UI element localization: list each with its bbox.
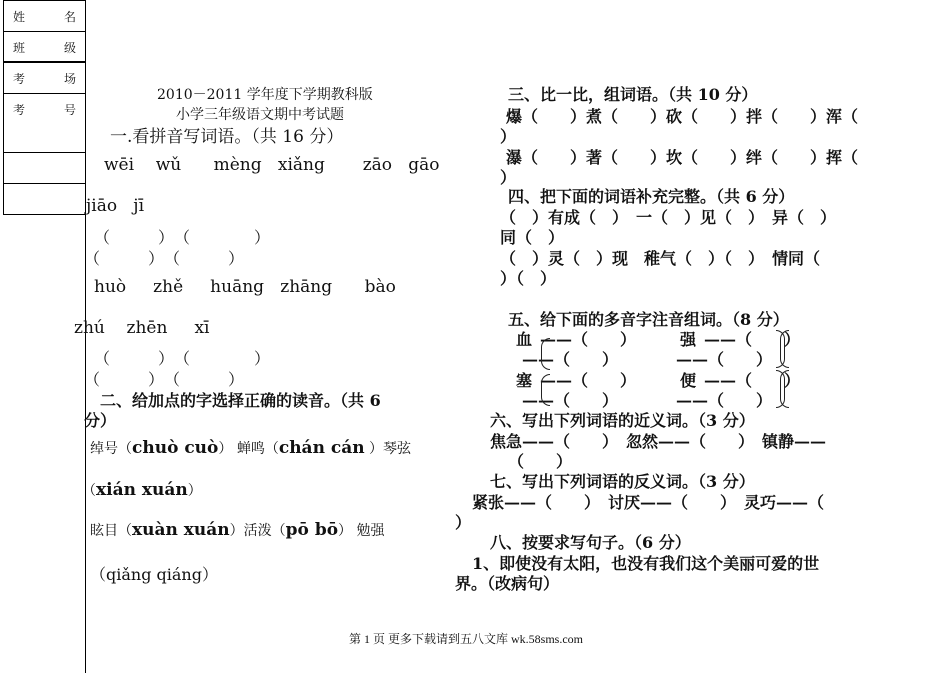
sentence-question: 1、即使没有太阳，也没有我们这个美丽可爱的世 — [472, 554, 820, 573]
choice-pinyin[interactable]: xián xuán — [96, 480, 188, 500]
pinyin: gāo — [408, 155, 440, 175]
pinyin: zhāng — [280, 277, 333, 297]
choice-text: ） — [187, 483, 202, 499]
choice-pinyin[interactable]: chuò cuò — [132, 438, 219, 458]
pinyin-row — [86, 196, 144, 216]
polyphone-char: 便 — [680, 371, 697, 390]
info-label: 班 — [13, 41, 26, 55]
info-label: 考 — [13, 103, 26, 117]
synonym-row-cont[interactable]: （ ） — [508, 452, 573, 471]
compare-row[interactable]: 爆（ ）煮（ ）砍（ ）拌（ ）浑（ — [506, 107, 859, 126]
info-label: 场 — [63, 72, 76, 86]
info-label: 级 — [63, 41, 76, 55]
brace-shape — [780, 330, 789, 368]
choice-text: ）琴弦 — [364, 441, 412, 457]
pinyin-row — [94, 277, 396, 297]
answer-parens[interactable]: （ ） （ ） — [94, 228, 271, 247]
polyphone-answer[interactable]: ——（ ） — [540, 371, 637, 390]
choice-text: （ — [82, 483, 96, 499]
section8-heading: 八、按要求写句子。（6 分） — [490, 533, 691, 552]
polyphone-char: 塞 — [516, 371, 533, 390]
choice-text: ） 勉强 — [338, 523, 385, 539]
info-label: 号 — [63, 103, 76, 117]
reading-choice-pinyin[interactable]: （qiǎng qiáng） — [90, 565, 218, 584]
section6-heading: 六、写出下列词语的近义词。（3 分） — [490, 411, 755, 430]
student-info-table — [3, 0, 86, 215]
info-row-class — [4, 32, 85, 63]
answer-parens[interactable]: （ ） （ ） — [84, 249, 245, 268]
compare-row[interactable]: 瀑（ ）著（ ）坎（ ）绊（ ）挥（ — [506, 148, 859, 167]
reading-choice-line — [82, 480, 202, 500]
section4-heading: 四、把下面的词语补充完整。（共 6 分） — [508, 187, 795, 206]
sentence-question-cont: 界。（改病句） — [455, 574, 560, 593]
page-footer: 第 1 页 更多下载请到五八文库 wk.58sms.com — [349, 632, 584, 646]
antonym-row-cont[interactable]: ） — [455, 513, 472, 532]
choice-text: 眩目（ — [90, 523, 132, 539]
idiom-row-cont[interactable]: 同（ ） — [500, 228, 565, 247]
info-label: 姓 — [13, 10, 26, 24]
pinyin: xiǎng — [277, 155, 325, 175]
section7-heading: 七、写出下列词语的反义词。（3 分） — [490, 472, 755, 491]
reading-choice-line — [90, 438, 411, 458]
section2-heading: 二、给加点的字选择正确的读音。（共 6 — [100, 391, 381, 410]
polyphone-answer[interactable]: ——（ ） — [704, 371, 801, 390]
polyphone-answer[interactable]: ——（ ） — [540, 330, 637, 349]
info-row-blank — [4, 184, 85, 215]
pinyin: zāo — [362, 155, 393, 175]
pinyin: bào — [364, 277, 396, 297]
polyphone-answer[interactable]: ——（ ） — [676, 350, 773, 369]
pinyin: jī — [133, 196, 145, 216]
pinyin: wēi — [104, 155, 135, 175]
answer-parens[interactable]: （ ） （ ） — [84, 370, 245, 389]
polyphone-answer[interactable]: ——（ ） — [676, 391, 773, 410]
pinyin: huāng — [210, 277, 265, 297]
polyphone-answer[interactable]: ——（ ） — [522, 391, 619, 410]
compare-row-cont[interactable]: ） — [500, 168, 517, 187]
info-label: 名 — [63, 10, 76, 24]
pinyin: zhú — [74, 318, 105, 338]
choice-pinyin[interactable]: chán cán — [278, 438, 365, 458]
pinyin-row — [74, 318, 209, 338]
section3-heading: 三、比一比，组词语。（共 10 分） — [508, 85, 758, 104]
pinyin: huò — [94, 277, 127, 297]
answer-parens[interactable]: （ ） （ ） — [94, 349, 271, 368]
pinyin: zhēn — [126, 318, 168, 338]
choice-text: ） 蝉鸣（ — [218, 441, 279, 457]
pinyin-row — [104, 155, 440, 175]
polyphone-char: 强 — [680, 330, 697, 349]
info-row-name — [4, 0, 85, 32]
brace-shape — [541, 338, 550, 370]
exam-title: 2010－2011 学年度下学期教科版 — [157, 87, 373, 103]
strike-line — [3, 61, 85, 62]
section2-heading-cont: 分） — [84, 411, 117, 430]
choice-pinyin[interactable]: pō bō — [285, 520, 339, 540]
compare-row-cont[interactable]: ） — [500, 127, 517, 146]
idiom-row-cont[interactable]: ）（ ） — [500, 269, 557, 288]
idiom-row[interactable]: （ ）有成（ ） 一（ ）见（ ） 异（ ） — [500, 208, 837, 227]
pinyin: mèng — [213, 155, 262, 175]
section1-heading: 一.看拼音写词语。（共 16 分） — [110, 127, 344, 147]
polyphone-answer[interactable]: ——（ ） — [522, 350, 619, 369]
idiom-row[interactable]: （ ）灵（ ）现 稚气（ ）（ ） 情同（ — [500, 249, 821, 268]
choice-pinyin[interactable]: xuàn xuán — [132, 520, 230, 540]
synonym-row[interactable]: 焦急——（ ） 忽然——（ ） 镇静—— — [490, 432, 827, 451]
pinyin: jiāo — [86, 196, 118, 216]
choice-text: ）活泼（ — [229, 523, 286, 539]
pinyin: wǔ — [155, 155, 182, 175]
info-row-room — [4, 63, 85, 94]
exam-subtitle: 小学三年级语文期中考试题 — [176, 107, 344, 123]
info-row-blank — [4, 153, 85, 184]
polyphone-char: 血 — [516, 330, 533, 349]
brace-shape — [780, 370, 789, 408]
pinyin: xī — [194, 318, 210, 338]
pinyin: zhě — [153, 277, 184, 297]
section5-heading: 五、给下面的多音字注音组词。（8 分） — [508, 310, 789, 329]
info-label: 考 — [13, 72, 26, 86]
choice-text: 绰号（ — [90, 441, 132, 457]
antonym-row[interactable]: 紧张——（ ） 讨厌——（ ） 灵巧——（ — [472, 493, 825, 512]
brace-shape — [541, 374, 550, 406]
polyphone-answer[interactable]: ——（ ） — [704, 330, 801, 349]
info-row-number — [4, 94, 85, 153]
reading-choice-line — [90, 520, 385, 540]
